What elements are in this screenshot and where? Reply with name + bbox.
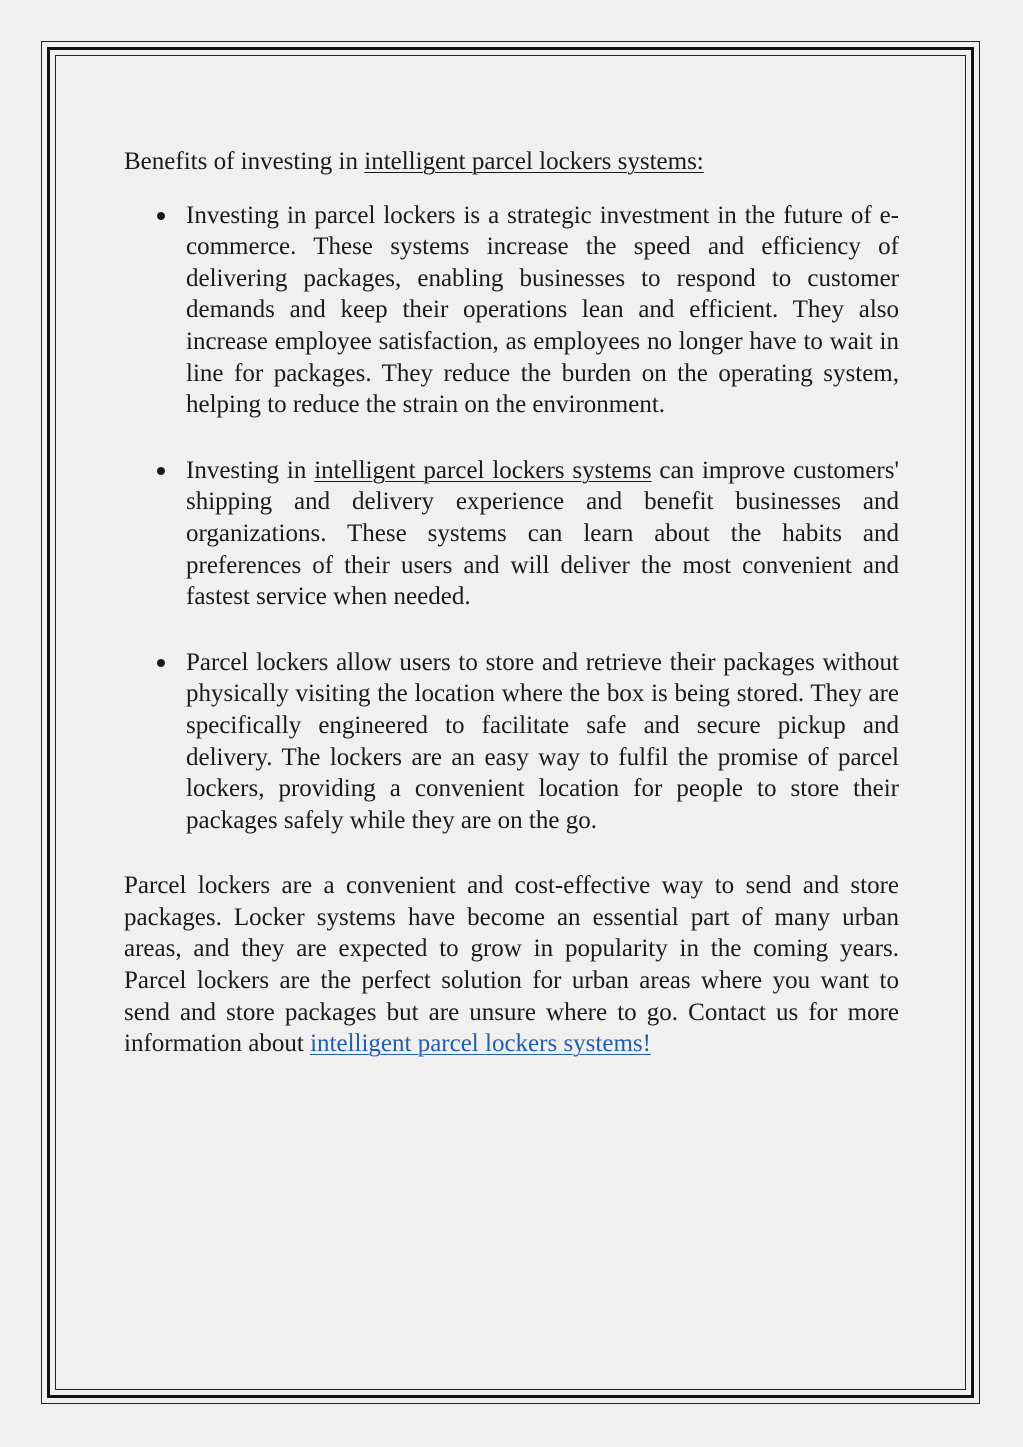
section-heading	[124, 146, 899, 178]
heading-link[interactable]: intelligent parcel lockers systems:	[364, 148, 704, 175]
bullet-icon	[157, 659, 165, 667]
bullet-suffix: can improve customers' shipping and delivery experience and benefit businesses and organizations. These systems can learn about the habits and preferences of their users and will deliver the most convenient and fastest service when needed.	[186, 456, 899, 611]
list-item	[124, 455, 899, 613]
heading-prefix: Benefits of investing in	[124, 148, 365, 175]
list-item	[124, 200, 899, 421]
closing-paragraph	[124, 870, 899, 1060]
bullet-text: Parcel lockers allow users to store and retrieve their packages without physically visiting the location where the box is being stored. They are specifically engineered to facilitate safe and secure pickup and delivery. The lockers are an easy way to fulfil the promise of parcel lockers, providing a convenient location for people to store their packages safely while they are on the go.	[186, 648, 899, 834]
bullet-icon	[157, 212, 165, 220]
document-body	[124, 146, 899, 1060]
bullet-prefix: Investing in	[186, 456, 315, 484]
list-item	[124, 647, 899, 837]
bullet-text: Investing in parcel lockers is a strategic investment in the future of e-commerce. These systems increase the speed and efficiency of delivering packages, enabling businesses to respond to customer demands and keep their operations lean and efficient. They also increase employee satisfaction, as employees no longer have to wait in line for packages. They reduce the burden on the operating system, helping to reduce the strain on the environment.	[186, 201, 899, 419]
closing-text: Parcel lockers are a convenient and cost-effective way to send and store packages. Locker systems have become an essential part of many urban areas, and they are expected to grow in popularity in the coming years. Parcel lockers are the perfect solution for urban areas where you want to send and store packages but are unsure where to go. Contact us for more information about	[124, 872, 899, 1058]
bullet-link[interactable]: intelligent parcel lockers systems	[314, 456, 652, 484]
bullet-icon	[157, 467, 165, 475]
contact-link[interactable]: intelligent parcel lockers systems!	[310, 1030, 651, 1058]
benefits-list	[124, 200, 899, 837]
